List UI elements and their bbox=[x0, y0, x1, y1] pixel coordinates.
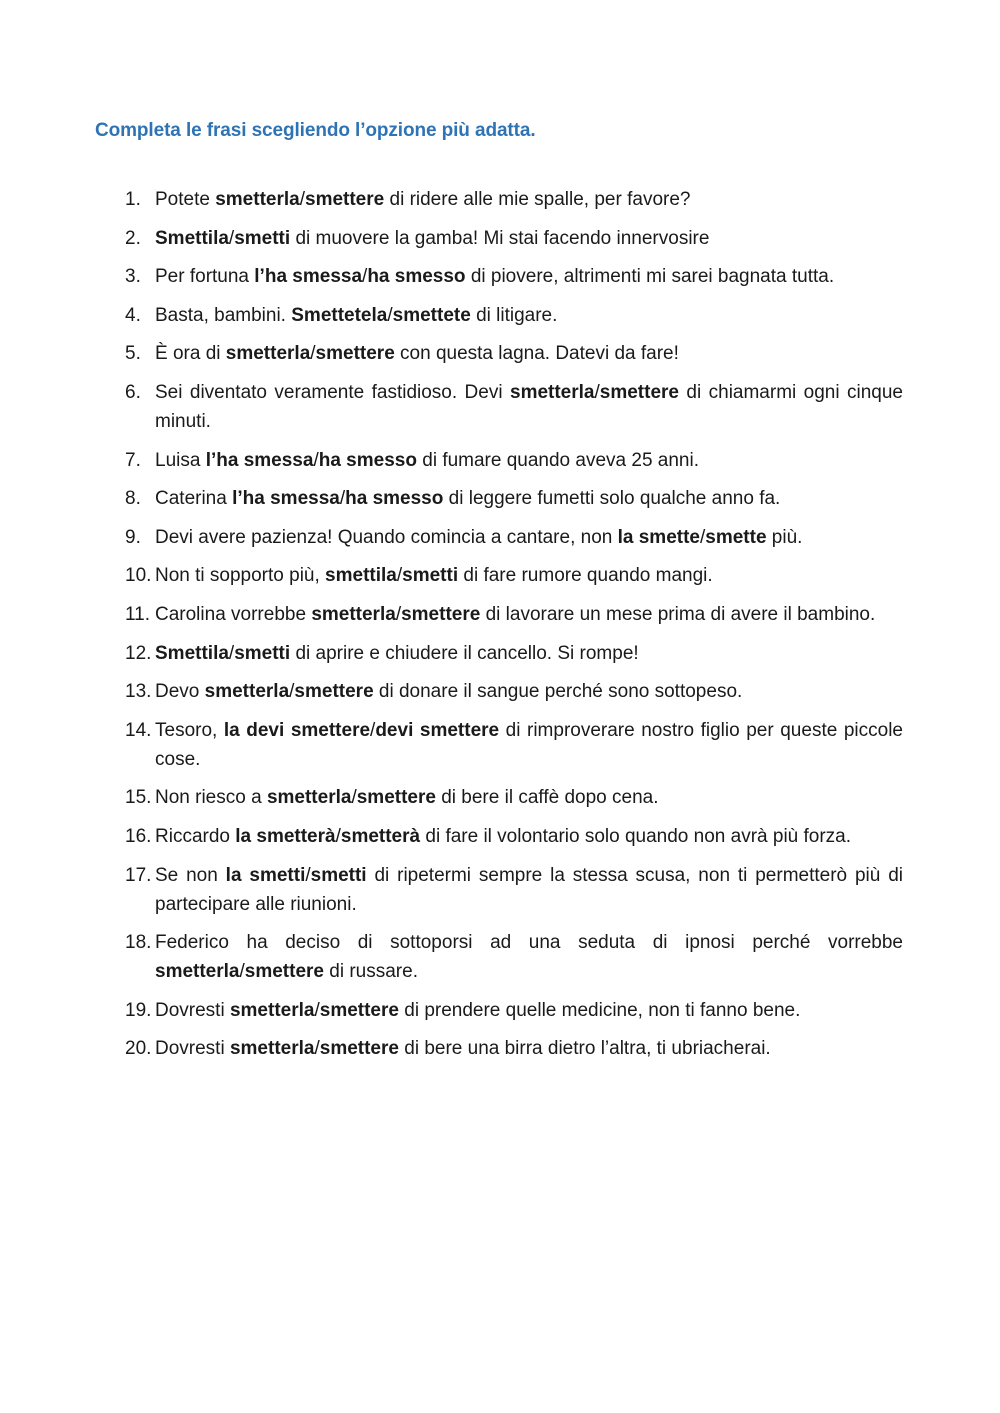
item-sentence bbox=[155, 224, 903, 253]
verb-option: smetterla bbox=[155, 961, 240, 983]
exercise-item bbox=[125, 600, 903, 629]
sentence-segment: di fare rumore quando mangi. bbox=[458, 565, 713, 587]
verb-option: smetti bbox=[234, 642, 291, 664]
exercise-item bbox=[125, 523, 903, 552]
verb-option: smettere bbox=[305, 189, 385, 210]
exercise-item bbox=[125, 484, 903, 513]
sentence-segment: di litigare. bbox=[470, 304, 558, 326]
sentence-segment: di piovere, altrimenti mi sarei bagnata tutta. bbox=[465, 266, 835, 288]
sentence-segment: / bbox=[351, 787, 357, 809]
item-sentence bbox=[155, 783, 903, 812]
sentence-segment: / bbox=[314, 999, 320, 1021]
verb-option: la devi smettere bbox=[223, 719, 371, 741]
verb-option: smetti bbox=[234, 227, 291, 249]
exercise-item bbox=[125, 677, 903, 706]
sentence-segment: di muovere la gamba! Mi stai facendo innervosire bbox=[290, 227, 710, 249]
item-sentence bbox=[155, 378, 903, 436]
sentence-segment: di fare il volontario solo quando non avrà più forza. bbox=[420, 825, 852, 847]
item-number: 13. bbox=[125, 681, 152, 703]
item-number: 1. bbox=[125, 189, 141, 210]
item-number: 12. bbox=[125, 642, 152, 664]
verb-option: smetti bbox=[402, 565, 459, 587]
item-sentence bbox=[155, 822, 903, 851]
sentence-segment: di russare. bbox=[324, 961, 418, 983]
item-sentence bbox=[155, 339, 903, 368]
sentence-segment: / bbox=[299, 189, 305, 210]
verb-option: smettere bbox=[401, 603, 481, 625]
sentence-segment: con questa lagna. Datevi da fare! bbox=[394, 343, 679, 365]
item-number: 4. bbox=[125, 304, 141, 326]
sentence-segment: di fumare quando aveva 25 anni. bbox=[416, 449, 699, 471]
verb-option: smettila bbox=[325, 565, 397, 587]
item-number: 18. bbox=[125, 932, 152, 954]
verb-option: smettere bbox=[315, 343, 395, 365]
sentence-segment: Per fortuna bbox=[155, 266, 255, 288]
sentence-segment: di lavorare un mese prima di avere il bambino. bbox=[480, 603, 876, 625]
sentence-segment: Riccardo bbox=[155, 825, 236, 847]
item-sentence bbox=[155, 996, 903, 1025]
verb-option: devi smettere bbox=[375, 719, 500, 741]
sentence-segment: Luisa bbox=[155, 449, 206, 471]
verb-option: l’ha smessa bbox=[205, 449, 314, 471]
item-number: 14. bbox=[125, 719, 152, 741]
item-number: 20. bbox=[125, 1038, 152, 1060]
exercise-item bbox=[125, 262, 903, 291]
sentence-segment: / bbox=[594, 381, 600, 403]
item-number: 5. bbox=[125, 343, 141, 365]
sentence-segment: / bbox=[395, 603, 402, 625]
sentence-segment: di ridere alle mie spalle, per favore? bbox=[384, 189, 691, 210]
verb-option: Smettila bbox=[155, 227, 229, 249]
sentence-segment: / bbox=[310, 343, 316, 365]
sentence-segment: / bbox=[335, 825, 341, 847]
sentence-segment: / bbox=[314, 1038, 320, 1060]
sentence-segment: più. bbox=[766, 526, 803, 548]
sentence-segment: / bbox=[339, 488, 346, 510]
sentence-segment: di leggere fumetti solo qualche anno fa. bbox=[443, 488, 781, 510]
sentence-segment: Non ti sopporto più, bbox=[155, 565, 326, 587]
item-sentence bbox=[155, 561, 903, 590]
item-number: 8. bbox=[125, 488, 141, 510]
exercise-item bbox=[125, 861, 903, 919]
verb-option: ha smesso bbox=[345, 488, 444, 510]
item-number: 10. bbox=[125, 565, 152, 587]
sentence-segment: / bbox=[370, 719, 376, 741]
item-sentence bbox=[155, 262, 903, 291]
verb-option: la smette bbox=[617, 526, 700, 548]
sentence-segment: Devi avere pazienza! Quando comincia a cantare, non bbox=[155, 526, 618, 548]
item-sentence bbox=[155, 523, 903, 552]
sentence-segment: / bbox=[228, 642, 235, 664]
sentence-segment: / bbox=[362, 266, 368, 288]
item-sentence bbox=[155, 484, 903, 513]
verb-option: Smettetela bbox=[291, 304, 388, 326]
verb-option: la smetti bbox=[225, 864, 306, 886]
verb-option: smettete bbox=[392, 304, 471, 326]
sentence-segment: di aprire e chiudere il cancello. Si rompe! bbox=[290, 642, 639, 664]
verb-option: smettere bbox=[319, 1038, 399, 1060]
sentence-segment: di donare il sangue perché sono sottopeso. bbox=[373, 681, 743, 703]
verb-option: smette bbox=[705, 526, 767, 548]
verb-option: Smettila bbox=[155, 642, 229, 664]
item-sentence bbox=[155, 301, 903, 330]
exercise-item bbox=[125, 716, 903, 774]
instruction-heading: Completa le frasi scegliendo l’opzione più adatta. bbox=[95, 120, 536, 141]
exercise-list bbox=[125, 185, 903, 1073]
sentence-segment: Dovresti bbox=[155, 999, 230, 1021]
item-sentence bbox=[155, 716, 903, 774]
verb-option: la smetterà bbox=[235, 825, 336, 847]
exercise-item bbox=[125, 783, 903, 812]
verb-option: smetterà bbox=[340, 825, 421, 847]
item-number: 2. bbox=[125, 227, 141, 249]
sentence-segment: Potete bbox=[155, 189, 216, 210]
sentence-segment: di chiamarmi ogni cinque minuti. bbox=[155, 381, 903, 432]
sentence-segment: / bbox=[228, 227, 235, 249]
verb-option: smetterla bbox=[229, 1038, 315, 1060]
verb-option: smetterla bbox=[510, 381, 595, 403]
item-number: 15. bbox=[125, 787, 152, 809]
exercise-item bbox=[125, 639, 903, 668]
verb-option: smettere bbox=[319, 999, 399, 1021]
verb-option: smetterla bbox=[215, 189, 300, 210]
sentence-segment: di prendere quelle medicine, non ti fanno bene. bbox=[398, 999, 801, 1021]
item-number: 11. bbox=[125, 603, 151, 625]
sentence-segment: Federico ha deciso di sottoporsi ad una seduta di ipnosi perché vorrebbe bbox=[155, 932, 903, 954]
verb-option: l’ha smessa bbox=[254, 266, 363, 288]
verb-option: smetterla bbox=[311, 603, 396, 625]
sentence-segment: di bere una birra dietro l’altra, ti ubriacherai. bbox=[398, 1038, 771, 1060]
exercise-item bbox=[125, 822, 903, 851]
item-number: 17. bbox=[125, 864, 152, 886]
sentence-segment: di rimproverare nostro figlio per queste piccole cose. bbox=[155, 719, 903, 770]
exercise-item bbox=[125, 301, 903, 330]
sentence-segment: Devo bbox=[155, 681, 205, 703]
sentence-segment: / bbox=[305, 864, 311, 886]
item-number: 16. bbox=[125, 825, 152, 847]
exercise-item bbox=[125, 224, 903, 253]
verb-option: smetterla bbox=[229, 999, 315, 1021]
item-number: 9. bbox=[125, 526, 141, 548]
item-number: 7. bbox=[125, 449, 141, 471]
item-sentence bbox=[155, 185, 903, 214]
exercise-item bbox=[125, 378, 903, 436]
sentence-segment: È ora di bbox=[155, 343, 226, 365]
verb-option: l’ha smessa bbox=[232, 488, 340, 510]
item-number: 19. bbox=[125, 999, 152, 1021]
item-sentence bbox=[155, 639, 903, 668]
item-sentence bbox=[155, 928, 903, 986]
sentence-segment: / bbox=[313, 449, 319, 471]
exercise-item bbox=[125, 1034, 903, 1063]
sentence-segment: Non riesco a bbox=[155, 787, 267, 809]
sentence-segment: / bbox=[396, 565, 403, 587]
sentence-segment: Dovresti bbox=[155, 1038, 230, 1060]
sentence-segment: di ripetermi sempre la stessa scusa, non ti permetterò più di partecipare alle riunioni. bbox=[155, 864, 903, 915]
item-sentence bbox=[155, 600, 903, 629]
verb-option: smettere bbox=[356, 787, 436, 809]
verb-option: smetterla bbox=[225, 343, 311, 365]
item-sentence bbox=[155, 446, 903, 475]
verb-option: ha smesso bbox=[318, 449, 417, 471]
verb-option: smettere bbox=[294, 681, 374, 703]
sentence-segment: di bere il caffè dopo cena. bbox=[435, 787, 659, 809]
exercise-item bbox=[125, 446, 903, 475]
exercise-item bbox=[125, 928, 903, 986]
exercise-item bbox=[125, 339, 903, 368]
verb-option: smetterla bbox=[266, 787, 352, 809]
sentence-segment: / bbox=[289, 681, 295, 703]
item-sentence bbox=[155, 861, 903, 919]
verb-option: smettere bbox=[599, 381, 679, 403]
sentence-segment: Tesoro, bbox=[155, 719, 224, 741]
verb-option: smetti bbox=[310, 864, 367, 886]
sentence-segment: Sei diventato veramente fastidioso. Devi bbox=[155, 381, 510, 403]
sentence-segment: Carolina vorrebbe bbox=[155, 603, 312, 625]
sentence-segment: Caterina bbox=[155, 488, 233, 510]
item-sentence bbox=[155, 677, 903, 706]
item-number: 3. bbox=[125, 266, 141, 288]
verb-option: smettere bbox=[244, 961, 324, 983]
exercise-item bbox=[125, 996, 903, 1025]
exercise-item bbox=[125, 561, 903, 590]
verb-option: ha smesso bbox=[367, 266, 466, 288]
sentence-segment: / bbox=[239, 961, 245, 983]
sentence-segment: Basta, bambini. bbox=[155, 304, 292, 326]
verb-option: smetterla bbox=[204, 681, 290, 703]
sentence-segment: / bbox=[699, 526, 706, 548]
sentence-segment: Se non bbox=[155, 864, 226, 886]
item-sentence bbox=[155, 1034, 903, 1063]
sentence-segment: / bbox=[387, 304, 393, 326]
item-number: 6. bbox=[125, 381, 141, 403]
exercise-item bbox=[125, 185, 903, 214]
